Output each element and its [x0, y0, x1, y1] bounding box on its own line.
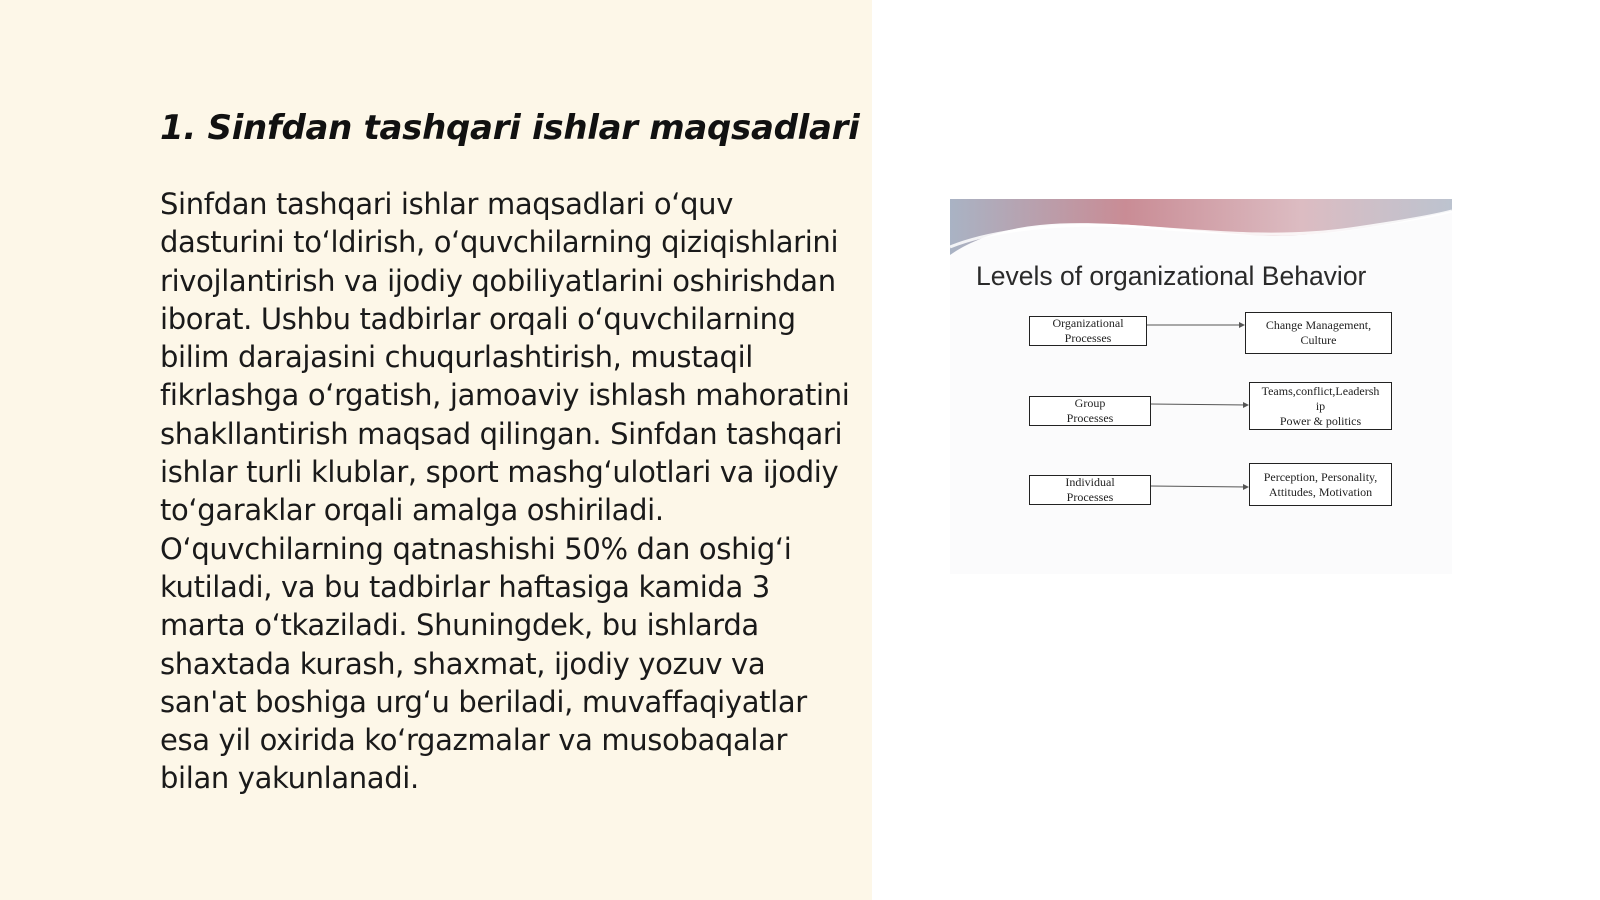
arrow-individual [1150, 486, 1248, 487]
change-management-box [1245, 312, 1392, 354]
box-label-line: Group [1074, 396, 1106, 410]
org-behavior-diagram [950, 199, 1452, 574]
box-label-line: Individual [1065, 475, 1115, 489]
box-label-line: Processes [1066, 490, 1114, 504]
box-label-line: Power & politics [1279, 413, 1362, 428]
header-banner-wave [950, 199, 1452, 255]
box-label-line: Processes [1066, 411, 1114, 425]
box-label-line: Perception, Personality, [1263, 469, 1378, 484]
diagram-title: Levels of organizational Behavior [976, 261, 1367, 291]
perception-personality-box [1249, 463, 1392, 506]
arrow-group [1150, 404, 1248, 405]
box-label-line: Organizational [1052, 316, 1124, 330]
box-label-line: Change Management, [1265, 318, 1372, 332]
slide-title: 1. Sinfdan tashqari ishlar maqsadlari [160, 108, 860, 148]
box-label-line: Attitudes, Motivation [1268, 484, 1373, 499]
box-label-line: Processes [1064, 331, 1112, 345]
teams-conflict-box [1249, 382, 1392, 430]
box-label-line: Culture [1300, 333, 1337, 347]
box-label-line: ip [1315, 398, 1326, 413]
box-label-line: Teams,conflict,Leadersh [1261, 383, 1380, 398]
organizational-processes-box [1029, 316, 1147, 346]
slide-body-text: Sinfdan tashqari ishlar maqsadlari o‘quv dasturini to‘ldirish, o‘quvchilarning qiziqishlarini rivojlantirish va ijodiy qobiliyatlarini oshirishdan iborat. Ushbu tadbirlar orqali o‘quvchilarning bilim darajasini chuqurlashtirish, mustaqil fikrlashga o‘rgatish, jamoaviy ishlash mahoratini shakllantirish maqsad qilingan. Sinfdan tashqari ishlar turli klublar, sport mashg‘ulotlari va ijodiy to‘garaklar orqali amalga oshiriladi. O‘quvchilarning qatnashishi 50% dan oshig‘i kutiladi, va bu tadbirlar haftasiga kamida 3 marta o‘tkaziladi. Shuningdek, bu ishlarda shaxtada kurash, shaxmat, ijodiy yozuv va san'at boshiga urg‘u beriladi, muvaffaqiyatlar esa yil oxirida ko‘rgazmalar va musobaqalar bilan yakunlanadi. [160, 187, 850, 796]
group-processes-box [1029, 396, 1151, 426]
individual-processes-box [1029, 475, 1151, 505]
